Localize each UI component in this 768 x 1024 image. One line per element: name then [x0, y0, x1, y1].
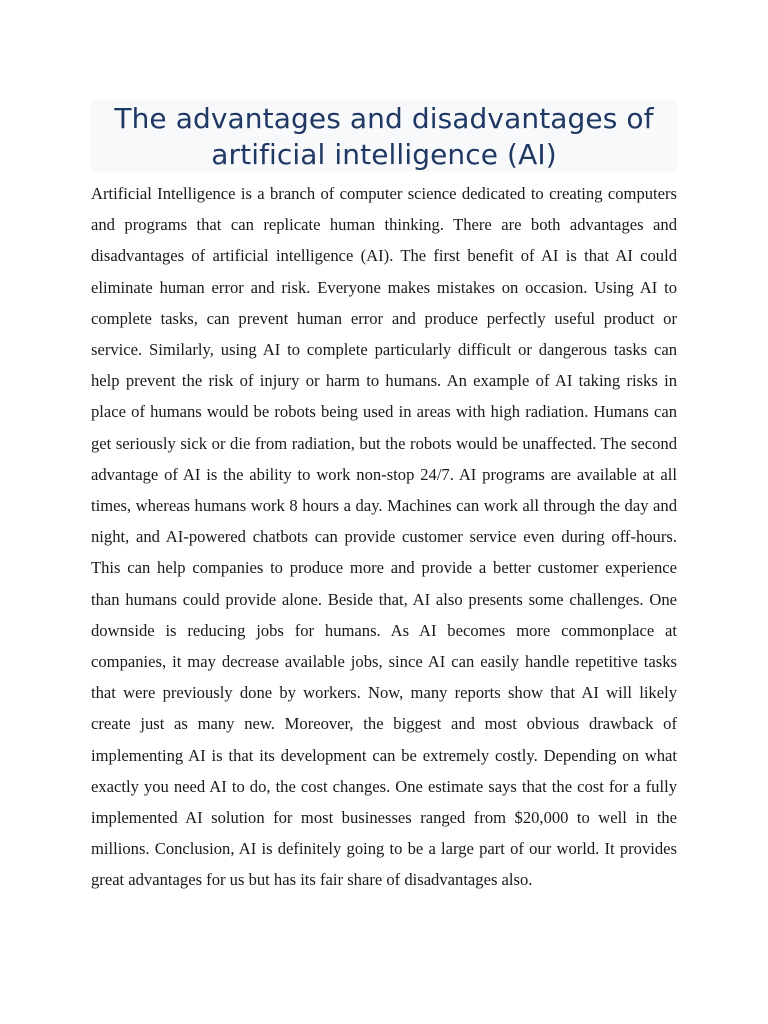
title-banner: [90, 100, 678, 172]
page-title: The advantages and disadvantages of artificial intelligence (AI): [114, 102, 654, 171]
body-paragraph: Artificial Intelligence is a branch of computer science dedicated to creating computers and programs that can replicate human thinking. There are both advantages and disadvantages of artificial intelligence (AI). The first benefit of AI is that AI could eliminate human error and risk. Everyone makes mistakes on occasion. Using AI to complete tasks, can prevent human error and produce perfectly useful product or service. Similarly, using AI to complete particularly difficult or dangerous tasks can help prevent the risk of injury or harm to humans. An example of AI taking risks in place of humans would be robots being used in areas with high radiation. Humans can get seriously sick or die from radiation, but the robots would be unaffected. The second advantage of AI is the ability to work non-stop 24/7. AI programs are available at all times, whereas humans work 8 hours a day. Machines can work all through the day and night, and AI-powered chatbots can provide customer service even during off-hours. This can help companies to produce more and provide a better customer experience than humans could provide alone. Beside that, AI also presents some challenges. One downside is reducing jobs for humans. As AI becomes more commonplace at companies, it may decrease available jobs, since AI can easily handle repetitive tasks that were previously done by workers. Now, many reports show that AI will likely create just as many new. Moreover, the biggest and most obvious drawback of implementing AI is that its development can be extremely costly. Depending on what exactly you need AI to do, the cost changes. One estimate says that the cost for a fully implemented AI solution for most businesses ranged from $20,000 to well in the millions. Conclusion, AI is definitely going to be a large part of our world. It provides great advantages for us but has its fair share of disadvantages also.: [91, 184, 677, 890]
